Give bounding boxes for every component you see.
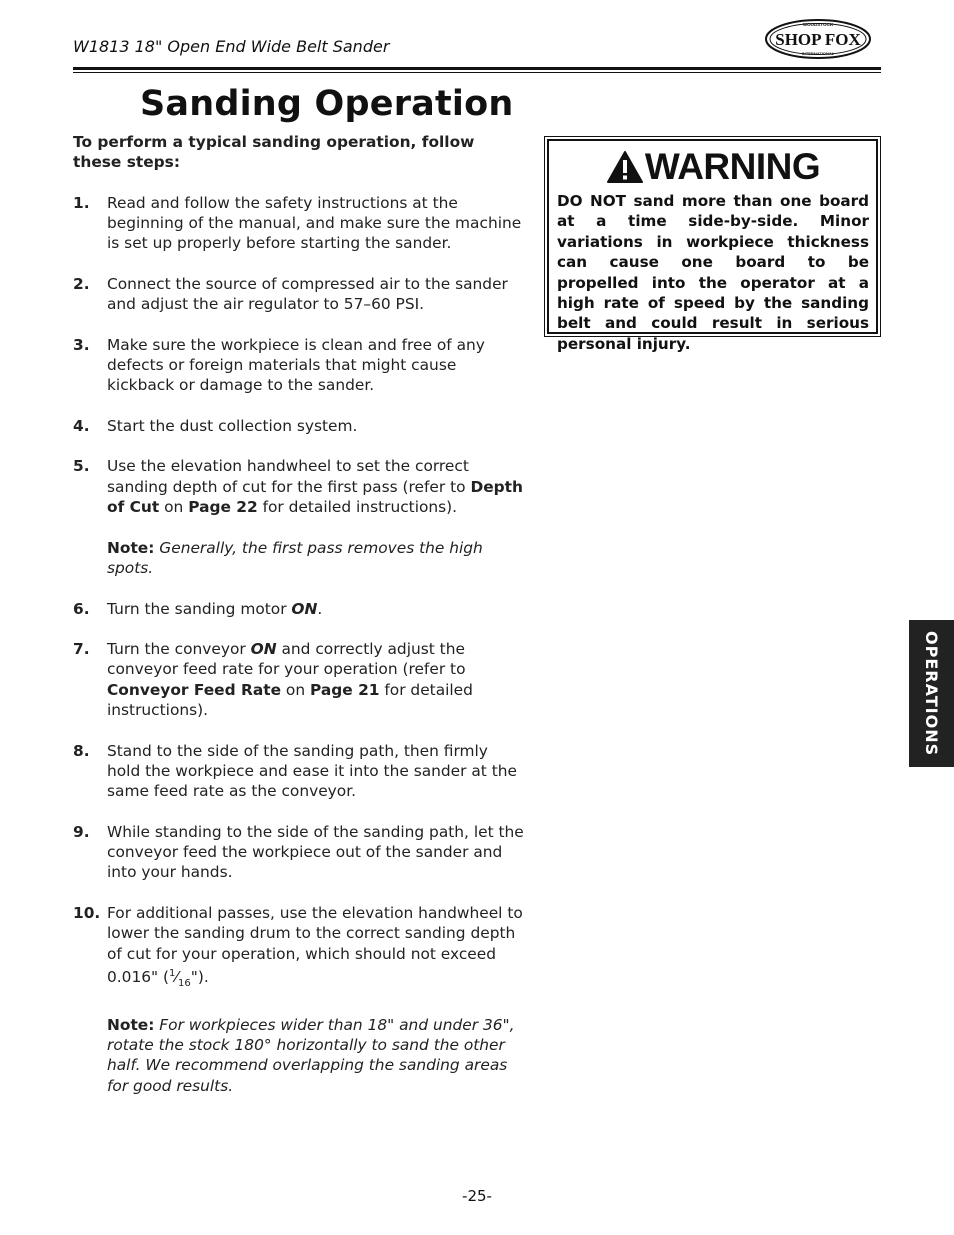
- warning-heading: [557, 147, 869, 187]
- step-number: 10.: [73, 903, 101, 922]
- step-number: 2.: [73, 274, 90, 293]
- step-4: [73, 416, 525, 436]
- step-note: Note: Generally, the first pass removes the high spots.: [107, 538, 483, 577]
- logo-main-text: SHOP FOX: [775, 30, 861, 49]
- step-8: [73, 741, 525, 802]
- warning-word: WARNING: [644, 146, 821, 187]
- step-number: 3.: [73, 335, 90, 354]
- step-10: [73, 903, 525, 1096]
- step-text: Read and follow the safety instructions at the beginning of the manual, and make sure the machine is set up properly before starting the sander.: [107, 193, 522, 253]
- step-number: 6.: [73, 599, 90, 618]
- step-7: [73, 639, 525, 720]
- page-title: Sanding Operation: [140, 84, 514, 124]
- step-text: Start the dust collection system.: [107, 416, 358, 435]
- step-text: Use the elevation handwheel to set the correct sanding depth of cut for the first pass (refer to Depth of Cut on Page 22 for detailed instructions).: [107, 457, 523, 517]
- step-2: [73, 274, 525, 315]
- header-model-title: W1813 18" Open End Wide Belt Sander: [73, 37, 390, 56]
- step-text: Turn the conveyor ON and correctly adjust the conveyor feed rate for your operation (refer to Conveyor Feed Rate on Page 21 for detailed instructions).: [107, 640, 473, 720]
- ref-page-21: Page 21: [310, 680, 380, 699]
- logo-top-text: WOODSTOCK: [802, 22, 834, 27]
- step-text: Turn the sanding motor ON.: [107, 599, 323, 618]
- step-number: 1.: [73, 193, 90, 212]
- logo-bottom-text: INTERNATIONAL: [801, 51, 835, 56]
- step-text: Connect the source of compressed air to the sander and adjust the air regulator to 57–60 PSI.: [107, 274, 508, 314]
- step-text: While standing to the side of the sanding path, let the conveyor feed the workpiece out of the sander and into your hands.: [107, 822, 524, 882]
- ref-conveyor-feed-rate: Conveyor Feed Rate: [107, 680, 282, 699]
- warning-box: [544, 136, 881, 353]
- step-text: Stand to the side of the sanding path, then firmly hold the workpiece and ease it into the sander at the same feed rate as the conveyor.: [107, 741, 517, 801]
- procedure-column: [73, 132, 525, 1116]
- step-number: 9.: [73, 822, 90, 841]
- step-3: [73, 335, 525, 396]
- section-tab-label: OPERATIONS: [922, 630, 941, 757]
- warning-triangle-icon: [606, 150, 644, 184]
- step-note: Note: For workpieces wider than 18" and under 36", rotate the stock 180° horizontally to sand the other half. We recommend overlapping the sanding areas for good results.: [107, 1015, 515, 1095]
- step-text: For additional passes, use the elevation handwheel to lower the sanding drum to the correct sanding depth of cut for your operation, which should not exceed 0.016" $(^1⁄_{16}")$.: [107, 903, 523, 990]
- warning-text: DO NOT sand more than one board at a time side-by-side. Minor variations in workpiece thickness can cause one board to be propelled into the operator at a high rate of speed by the sanding belt and could result in serious personal injury.: [557, 192, 869, 353]
- page-number: -25-: [462, 1187, 492, 1205]
- ref-depth-of-cut: Depth of Cut: [107, 477, 523, 517]
- step-number: 8.: [73, 741, 90, 760]
- step-5: [73, 456, 525, 578]
- section-tab-operations: [909, 620, 954, 767]
- note-label: Note:: [107, 1015, 155, 1034]
- ref-page-22: Page 22: [188, 498, 258, 517]
- header-rule-thin: [73, 72, 881, 73]
- step-1: [73, 193, 525, 254]
- intro-text: To perform a typical sanding operation, follow these steps:: [73, 133, 475, 172]
- header-rule-thick: [73, 67, 881, 70]
- step-number: 7.: [73, 640, 90, 659]
- step-text: Make sure the workpiece is clean and free of any defects or foreign materials that might cause kickback or damage to the sander.: [107, 335, 485, 395]
- shop-fox-logo: [764, 18, 872, 60]
- step-number: 5.: [73, 457, 90, 476]
- step-number: 4.: [73, 416, 90, 435]
- note-label: Note:: [107, 538, 155, 557]
- step-6: [73, 599, 525, 619]
- step-9: [73, 822, 525, 883]
